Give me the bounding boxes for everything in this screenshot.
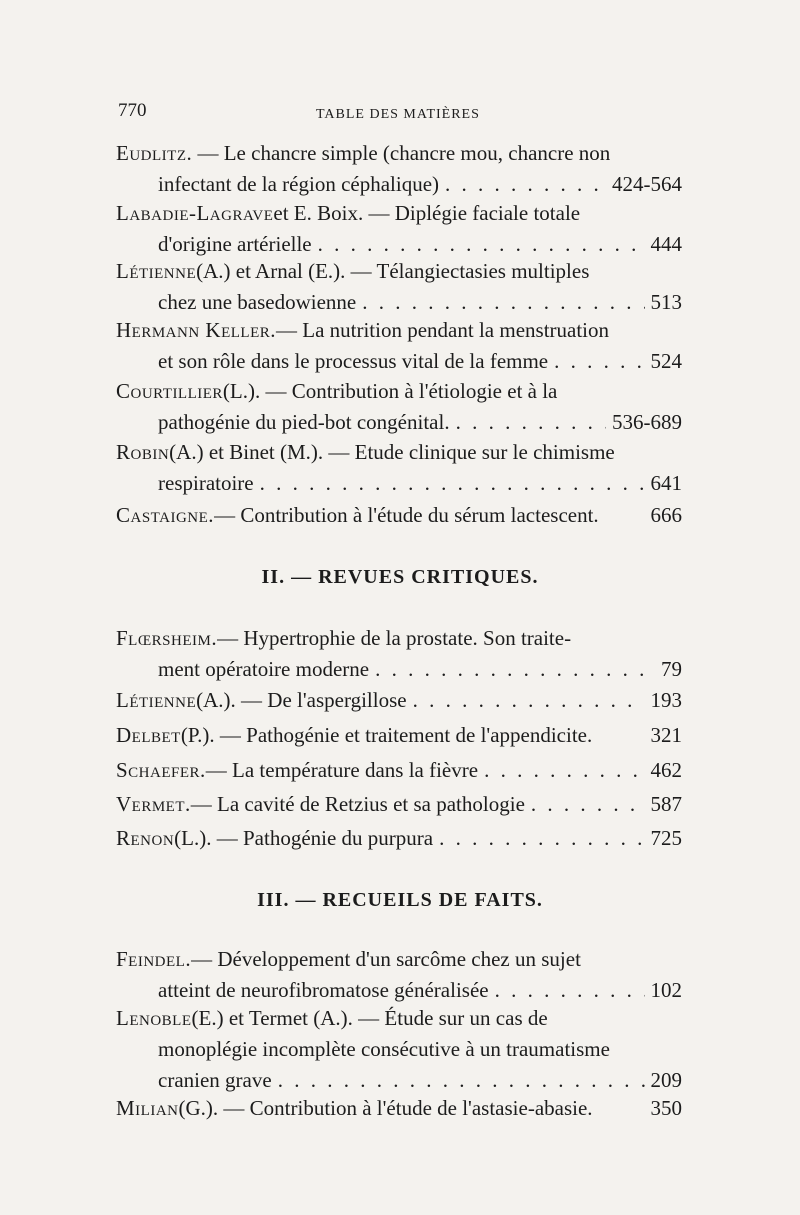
- entry-pages: 424-564: [612, 172, 682, 196]
- entry-title: — La cavité de Retzius et sa pathologie: [190, 792, 525, 816]
- entry-author: Milian: [116, 1096, 179, 1120]
- entry-author: Renon: [116, 826, 175, 850]
- toc-entry: [116, 755, 682, 786]
- entry-title-continued: infectant de la région céphalique): [158, 172, 440, 196]
- toc-entry: [116, 437, 682, 499]
- entry-title-continued: respiratoire: [158, 471, 254, 495]
- toc-entry: [116, 623, 682, 685]
- entry-title: (A.). — De l'aspergillose: [196, 688, 407, 712]
- entry-pages: 102: [650, 978, 682, 1002]
- dot-leaders: [456, 407, 606, 438]
- entry-title: (A.) et Binet (M.). — Etude clinique sur le chimisme: [169, 440, 615, 464]
- dot-leaders: [439, 823, 644, 854]
- entry-author: Vermet.: [116, 792, 191, 816]
- entry-title-continued: pathogénie du pied-bot congénital.: [158, 410, 450, 434]
- dot-leaders: [362, 287, 644, 318]
- entry-title-continued: monoplégie incomplète consécutive à un traumatisme: [158, 1037, 610, 1061]
- dot-leaders: [495, 975, 645, 1006]
- entry-pages: 513: [650, 290, 682, 314]
- entry-author: Létienne: [116, 259, 197, 283]
- entry-author: Courtillier: [116, 379, 223, 403]
- toc-entry: [116, 500, 682, 531]
- running-head: TABLE DES MATIÈRES: [316, 107, 480, 122]
- entry-title-continued: chez une basedowienne: [158, 290, 357, 314]
- entry-pages: 666: [650, 503, 682, 527]
- entry-author: Hermann Keller.: [116, 318, 276, 342]
- toc-entry: [116, 315, 682, 377]
- dot-leaders: [413, 685, 645, 716]
- entry-title: — Contribution à l'étude du sérum lactescent.: [214, 503, 599, 527]
- toc-entry: [116, 138, 682, 200]
- entry-title: — Hypertrophie de la prostate. Son traite-: [217, 626, 572, 650]
- entry-title-continued: ment opératoire moderne: [158, 657, 370, 681]
- entry-pages: 725: [650, 826, 682, 850]
- entry-title-continued: cranien grave: [158, 1068, 272, 1092]
- entry-pages: 350: [650, 1096, 682, 1120]
- entry-title: — La température dans la fièvre: [205, 758, 479, 782]
- entry-author: Labadie-Lagrave: [116, 201, 274, 225]
- entry-author: Eudlitz.: [116, 141, 193, 165]
- toc-entry: [116, 944, 682, 1006]
- entry-title: (L.). — Pathogénie du purpura: [174, 826, 434, 850]
- page-number: 770: [118, 100, 147, 121]
- entry-title: (A.) et Arnal (E.). — Télangiectasies multiples: [196, 259, 590, 283]
- entry-pages: 462: [650, 758, 682, 782]
- entry-author: Lenoble: [116, 1006, 192, 1030]
- toc-entry: [116, 789, 682, 820]
- toc-entry: [116, 376, 682, 438]
- entry-title-continued: d'origine artérielle: [158, 232, 312, 256]
- dot-leaders: [260, 468, 645, 499]
- entry-title: et E. Boix. — Diplégie faciale totale: [273, 201, 581, 225]
- entry-title: (E.) et Termet (A.). — Étude sur un cas de: [191, 1006, 548, 1030]
- dot-leaders: [531, 789, 645, 820]
- entry-pages: 641: [650, 471, 682, 495]
- dot-leaders: [484, 755, 644, 786]
- entry-title-continued: et son rôle dans le processus vital de la femme: [158, 349, 549, 373]
- entry-pages: 321: [650, 723, 682, 747]
- dot-leaders: [554, 346, 644, 377]
- entry-title: (L.). — Contribution à l'étiologie et à la: [222, 379, 558, 403]
- toc-entry: [116, 256, 682, 318]
- entry-pages: 209: [650, 1068, 682, 1092]
- entry-author: Létienne: [116, 688, 197, 712]
- toc-entry: [116, 823, 682, 854]
- entry-pages: 587: [650, 792, 682, 816]
- entry-author: Flœrsheim.: [116, 626, 218, 650]
- entry-pages: 536-689: [612, 410, 682, 434]
- toc-entry: [116, 1093, 682, 1124]
- entry-title: (G.). — Contribution à l'étude de l'astasie-abasie.: [178, 1096, 593, 1120]
- entry-title: — La nutrition pendant la menstruation: [276, 318, 610, 342]
- toc-entry: [116, 1003, 682, 1096]
- entry-pages: 444: [650, 232, 682, 256]
- entry-pages: 79: [661, 657, 682, 681]
- entry-author: Robin: [116, 440, 170, 464]
- entry-pages: 193: [650, 688, 682, 712]
- entry-title: — Développement d'un sarcôme chez un sujet: [191, 947, 581, 971]
- entry-title: (P.). — Pathogénie et traitement de l'appendicite.: [180, 723, 593, 747]
- toc-entry: [116, 720, 682, 751]
- dot-leaders: [278, 1065, 645, 1096]
- dot-leaders: [375, 654, 655, 685]
- toc-entry: [116, 685, 682, 716]
- entry-author: Delbet: [116, 723, 181, 747]
- entry-author: Feindel.: [116, 947, 192, 971]
- toc-entry: [116, 198, 682, 260]
- entry-title: — Le chancre simple (chancre mou, chancre non: [192, 141, 611, 165]
- dot-leaders: [445, 169, 606, 200]
- entry-title-continued: atteint de neurofibromatose généralisée: [158, 978, 489, 1002]
- entry-pages: 524: [650, 349, 682, 373]
- entry-author: Castaigne.: [116, 503, 215, 527]
- section-heading: III. — RECUEILS DE FAITS.: [257, 889, 543, 911]
- section-heading: II. — REVUES CRITIQUES.: [261, 566, 539, 588]
- entry-author: Schaefer.: [116, 758, 206, 782]
